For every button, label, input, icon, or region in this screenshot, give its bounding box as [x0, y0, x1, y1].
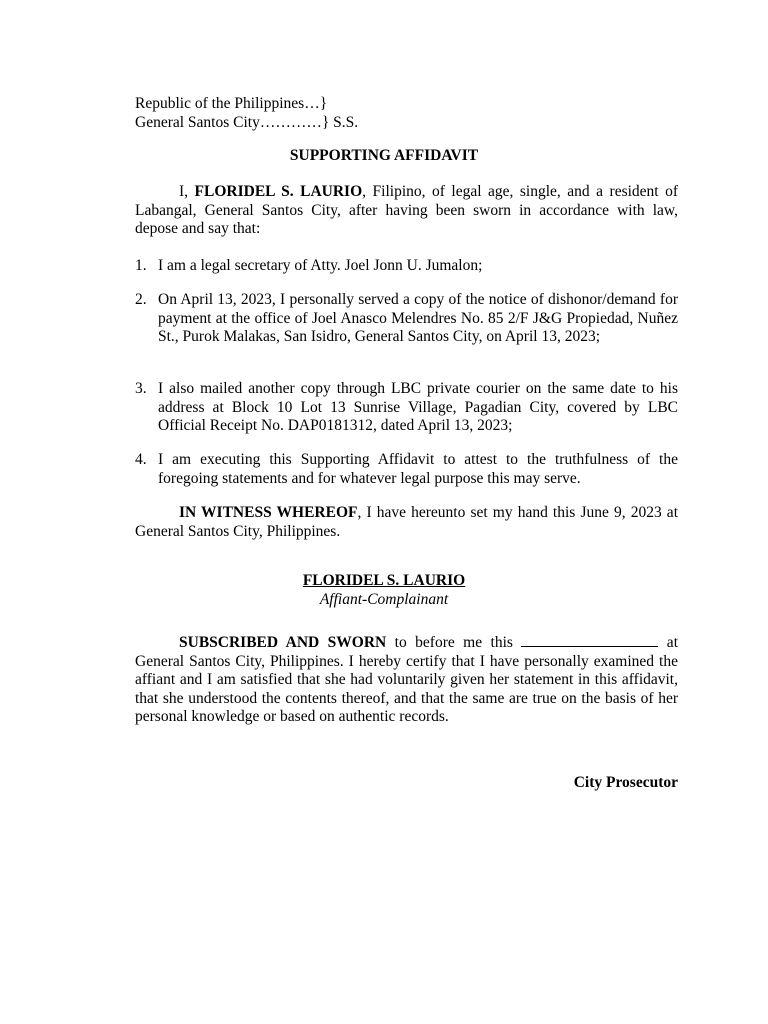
list-item-text: I am a legal secretary of Atty. Joel Jonn U. Jumalon;: [158, 257, 483, 274]
intro-prefix: I,: [179, 183, 195, 200]
list-item: [135, 451, 678, 488]
list-item: [135, 257, 678, 276]
list-item: [135, 380, 678, 436]
city-prosecutor-label: City Prosecutor: [573, 774, 678, 791]
list-item-number: 1.: [135, 257, 147, 274]
list-item-number: 2.: [135, 291, 147, 308]
date-blank-line: [521, 633, 658, 647]
list-item-text: I am executing this Supporting Affidavit to attest to the truthfulness of the foregoing statements and for whatever legal purpose this may serve.: [158, 451, 678, 487]
list-item-number: 4.: [135, 451, 147, 468]
venue-block: [135, 95, 358, 132]
jurat-rest: at General Santos City, Philippines. I hereby certify that I have personally examined the affiant and I am satisfied that she had voluntarily given her statement in this affidavit, that she understood the contents thereof, and that the same are true on the basis of her personal knowledge or based on authentic records.: [135, 634, 678, 725]
witness-lead: IN WITNESS WHEREOF: [179, 504, 358, 521]
jurat-paragraph: [135, 633, 678, 727]
witness-paragraph: [135, 504, 678, 541]
jurat-lead: SUBSCRIBED AND SWORN: [179, 634, 387, 651]
intro-paragraph: [135, 183, 678, 239]
document-title: SUPPORTING AFFIDAVIT: [289, 147, 479, 164]
list-item-number: 3.: [135, 380, 147, 397]
jurat-mid: to before me this: [386, 634, 522, 651]
venue-city: General Santos City…………} S.S.: [135, 113, 359, 131]
signatory-role: Affiant-Complainant: [319, 590, 449, 608]
signatory-name: FLORIDEL S. LAURIO: [302, 572, 466, 589]
list-item-text: On April 13, 2023, I personally served a copy of the notice of dishonor/demand for payment at the office of Joel Anasco Melendres No. 85 2/F J&G Propiedad, Nuñez St., Purok Malakas, San Isidro, General Santos City, on April 13, 2023;: [158, 291, 678, 345]
list-item: [135, 291, 678, 347]
intro-rest: , Filipino, of legal age, single, and a resident of Labangal, General Santos City, after having been sworn in accordance with law, depose and say that:: [135, 183, 679, 237]
signature-block: [0, 572, 768, 609]
affiant-name: FLORIDEL S. LAURIO: [194, 183, 363, 200]
venue-country: Republic of the Philippines…}: [135, 95, 328, 112]
list-item-text: I also mailed another copy through LBC private courier on the same date to his address at Block 10 Lot 13 Sunrise Village, Pagadian City, covered by LBC Official Receipt No. DAP0181312, dated April 13, 2023;: [158, 380, 678, 434]
witness-rest: , I have hereunto set my hand this June 9, 2023 at General Santos City, Philippines.: [135, 504, 678, 540]
